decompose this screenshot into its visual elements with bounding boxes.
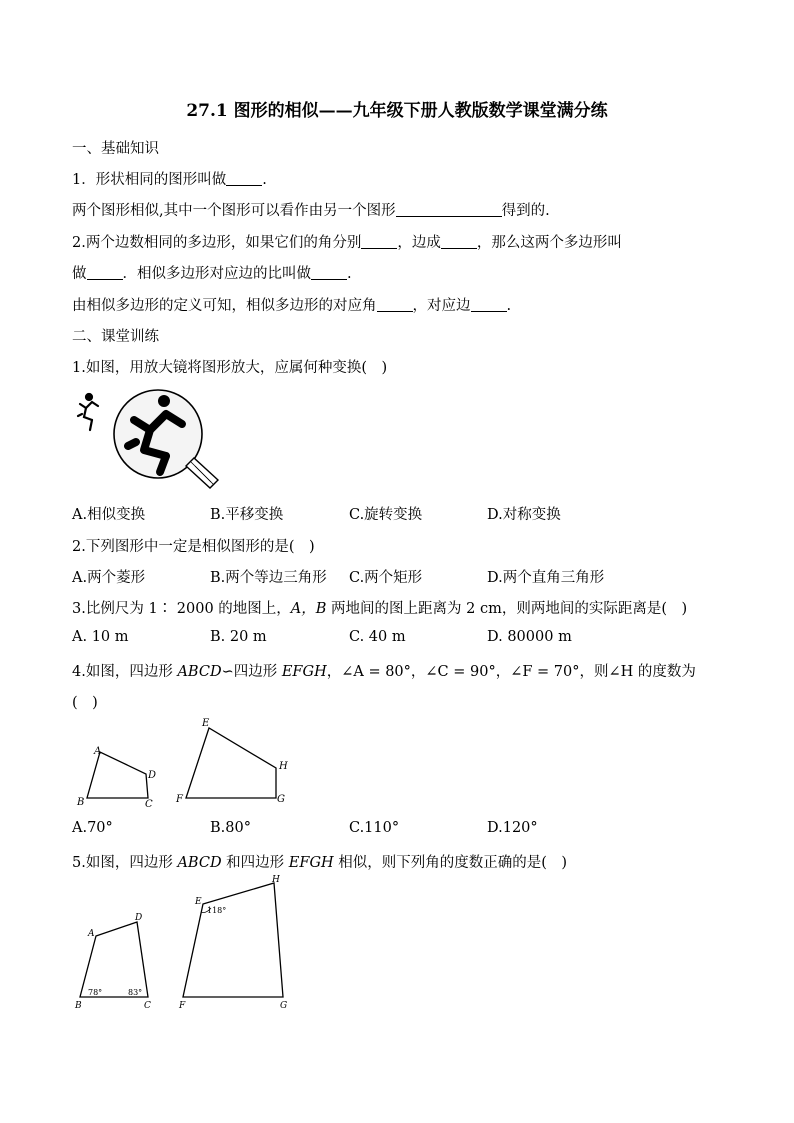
question-text: 2.两个边数相同的多边形，如果它们的角分别: [72, 235, 362, 251]
exercise-3-option-a[interactable]: A. 10 m: [72, 629, 129, 645]
exercise-1-question: 1.如图，用放大镜将图形放大，应属何种变换( ): [72, 360, 388, 376]
label-h: H: [272, 875, 280, 885]
small-pictogram-icon: [78, 394, 98, 430]
exercise-5-question: [72, 851, 567, 872]
question-text: 1．形状相同的图形叫做: [72, 172, 227, 188]
exercise-5-figure: [72, 874, 302, 1014]
fill-question-1b: [72, 199, 550, 220]
exercise-1-option-b[interactable]: B.平移变换: [210, 507, 284, 523]
angle-e-label: 118°: [207, 906, 227, 915]
question-text: ，边成: [397, 235, 441, 251]
exercise-4-question: [72, 660, 696, 681]
exercise-2-option-a[interactable]: A.两个菱形: [72, 570, 146, 586]
answer-blank[interactable]: [226, 171, 262, 186]
question-text: ，那么这两个多边形叫: [476, 235, 622, 251]
label-g: G: [277, 794, 285, 805]
exercise-4-paren: ( ): [72, 695, 98, 711]
exercise-2-option-b[interactable]: B.两个等边三角形: [210, 570, 327, 586]
label-h: H: [279, 761, 288, 772]
fill-question-2-line2: 做 ．相似多边形对应边的比叫做 .: [72, 266, 352, 282]
question-text: 做: [72, 266, 87, 282]
section-basic-knowledge: 一、基础知识: [72, 141, 159, 157]
label-d: D: [135, 913, 143, 923]
label-c: C: [145, 799, 153, 810]
quad-name: ABCD: [177, 855, 222, 871]
exercise-2-option-d[interactable]: D.两个直角三角形: [487, 570, 605, 586]
label-b: B: [75, 1001, 82, 1011]
question-text: 相似，则下列角的度数正确的是( ): [333, 855, 568, 871]
answer-blank[interactable]: [87, 265, 123, 280]
question-text: 3.比例尺为 1∶ 2000 的地图上，: [72, 601, 291, 617]
label-f: F: [176, 794, 183, 805]
section-classroom-training: 二、课堂训练: [72, 329, 159, 345]
exercise-3-option-c[interactable]: C. 40 m: [349, 629, 406, 645]
quad-name: ABCD: [177, 664, 222, 680]
exercise-3-question: [72, 597, 687, 618]
magnifier-figure: [72, 384, 232, 494]
fill-question-2-line1: [72, 231, 622, 252]
exercise-4-option-d[interactable]: D.120°: [487, 820, 538, 836]
answer-blank[interactable]: [441, 234, 477, 249]
answer-blank[interactable]: [361, 234, 397, 249]
question-text: 和四边形: [221, 855, 289, 871]
question-text: ，∠A = 80°，∠C = 90°，∠F = 70°，则∠H 的度数为: [326, 664, 696, 680]
question-text: 由相似多边形的定义可知，相似多边形的对应角: [72, 298, 377, 314]
exercise-1-option-c[interactable]: C.旋转变换: [349, 507, 423, 523]
quad-name: EFGH: [288, 855, 334, 871]
label-c: C: [144, 1001, 151, 1011]
label-f: F: [179, 1001, 186, 1011]
label-a: A: [94, 746, 102, 757]
question-text: ∽四边形: [221, 664, 282, 680]
page-title: 27.1 图形的相似——九年级下册人教版数学课堂满分练: [186, 101, 608, 121]
label-b: B: [77, 797, 85, 808]
label-e: E: [195, 897, 202, 907]
label-a: A: [88, 929, 95, 939]
fill-question-1a: 1．形状相同的图形叫做 .: [72, 172, 267, 188]
exercise-4-figure: [72, 712, 302, 812]
exercise-4-option-b[interactable]: B.80°: [210, 820, 251, 836]
label-g: G: [280, 1001, 288, 1011]
exercise-4-option-c[interactable]: C.110°: [349, 820, 400, 836]
exercise-1-option-a[interactable]: A.相似变换: [72, 507, 146, 523]
question-text: 5.如图，四边形: [72, 855, 178, 871]
answer-blank[interactable]: [377, 297, 413, 312]
quad-abcd: [87, 752, 148, 798]
exercise-3-option-d[interactable]: D. 80000 m: [487, 629, 572, 645]
question-text: 得到的.: [501, 203, 550, 219]
answer-blank[interactable]: [471, 297, 507, 312]
question-text: 4.如图，四边形: [72, 664, 178, 680]
exercise-2-option-c[interactable]: C.两个矩形: [349, 570, 423, 586]
exercise-3-option-b[interactable]: B. 20 m: [210, 629, 267, 645]
label-d: D: [148, 770, 157, 781]
label-e: E: [202, 718, 210, 729]
quad-efgh: [186, 728, 276, 798]
magnifier-handle-icon: [186, 458, 218, 488]
fill-question-3: 由相似多边形的定义可知，相似多边形的对应角 ，对应边 .: [72, 298, 512, 314]
exercise-2-question: 2.下列图形中一定是相似图形的是( ): [72, 539, 315, 555]
question-text: ．相似多边形对应边的比叫做: [122, 266, 311, 282]
angle-b-label: 78°: [88, 988, 103, 997]
angle-c-label: 83°: [128, 988, 143, 997]
exercise-4-option-a[interactable]: A.70°: [72, 820, 113, 836]
exercise-1-option-d[interactable]: D.对称变换: [487, 507, 561, 523]
answer-blank[interactable]: [311, 265, 347, 280]
question-text: 两地间的图上距离为 2 cm，则两地间的实际距离是( ): [326, 601, 688, 617]
quad-name: EFGH: [281, 664, 327, 680]
question-text: 两个图形相似,其中一个图形可以看作由另一个图形: [72, 203, 396, 219]
question-text: ，对应边: [412, 298, 471, 314]
answer-blank[interactable]: [396, 202, 502, 217]
point-labels: A，B: [290, 601, 327, 617]
